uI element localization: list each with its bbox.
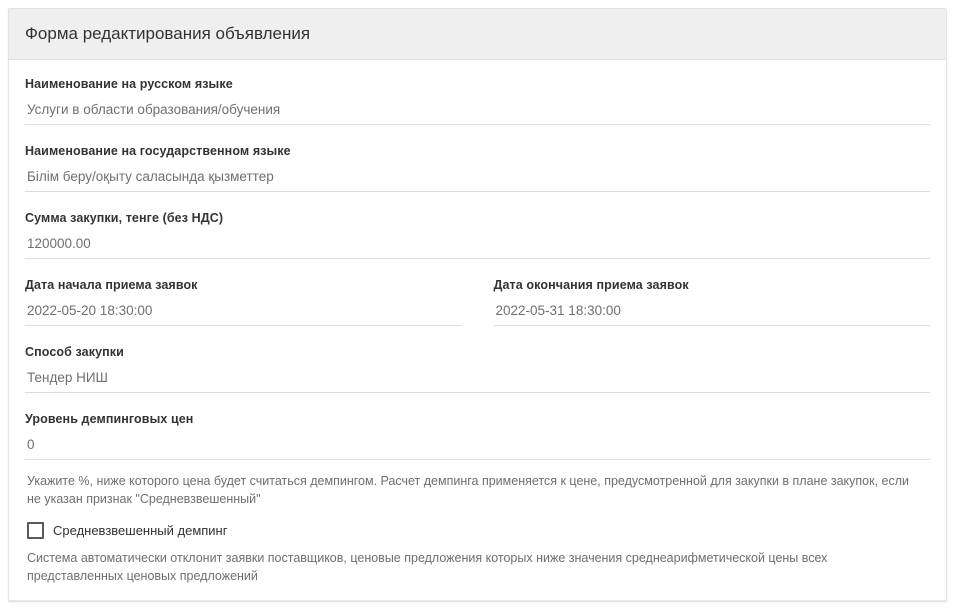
label-date-start: Дата начала приема заявок <box>25 278 198 292</box>
dates-row <box>25 277 930 326</box>
field-date-end <box>494 277 931 326</box>
input-name-ru[interactable] <box>25 102 930 125</box>
dumping-level-help: Укажите %, ниже которого цена будет считаться демпингом. Расчет демпинга применяется к цене, предусмотренной для закупки в плане закупок, если не указан признак "Средневзвешенный" <box>27 474 910 506</box>
checkbox-weighted-dumping[interactable] <box>27 522 44 539</box>
field-name-kz <box>25 143 930 192</box>
input-amount[interactable] <box>25 236 930 259</box>
label-name-ru: Наименование на русском языке <box>25 77 233 91</box>
label-purchase-method: Способ закупки <box>25 345 124 359</box>
label-date-end: Дата окончания приема заявок <box>493 278 689 292</box>
label-weighted-dumping: Средневзвешенный демпинг <box>53 523 228 538</box>
field-dumping-level <box>25 411 930 460</box>
card-header <box>9 9 946 60</box>
label-dumping-level: Уровень демпинговых цен <box>25 412 194 426</box>
field-date-start <box>25 277 462 326</box>
input-name-kz[interactable] <box>25 169 930 192</box>
input-date-end[interactable] <box>494 303 931 326</box>
page-title: Форма редактирования объявления <box>25 24 311 43</box>
input-purchase-method[interactable] <box>25 370 930 393</box>
field-purchase-method <box>25 344 930 393</box>
bottom-divider <box>9 600 946 601</box>
weighted-dumping-row[interactable] <box>27 522 930 539</box>
input-dumping-level[interactable] <box>25 437 930 460</box>
label-amount: Сумма закупки, тенге (без НДС) <box>25 211 224 225</box>
label-name-kz: Наименование на государственном языке <box>25 144 291 158</box>
input-date-start[interactable] <box>25 303 462 326</box>
field-amount <box>25 210 930 259</box>
field-name-ru <box>25 76 930 125</box>
weighted-dumping-note: Система автоматически отклонит заявки поставщиков, ценовые предложения которых ниже значения среднеарифметической цены всех представленных ценовых предложений <box>27 551 828 583</box>
card-body <box>9 60 946 601</box>
edit-announcement-card <box>8 8 947 602</box>
